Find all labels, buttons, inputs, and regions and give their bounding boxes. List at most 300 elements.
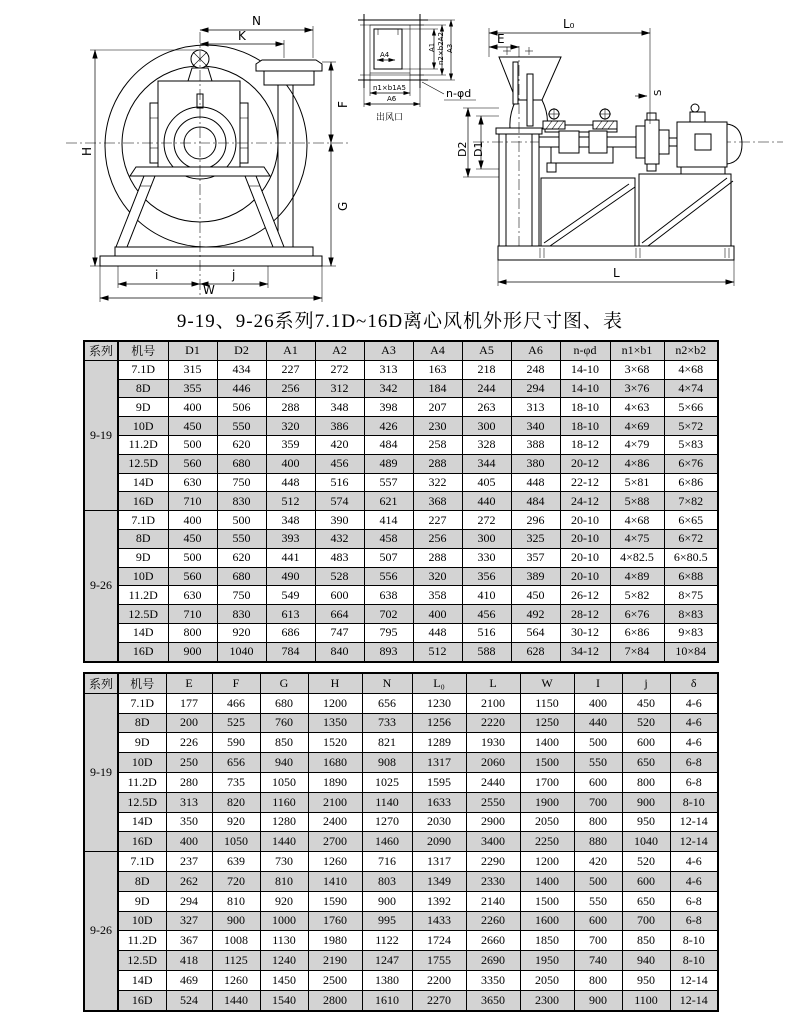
value-cell: 6-8: [670, 753, 718, 773]
value-cell: 893: [364, 642, 413, 661]
table-row: [84, 398, 718, 417]
value-cell: 22-12: [560, 473, 610, 492]
value-cell: 237: [166, 852, 212, 872]
value-cell: 450: [511, 586, 560, 605]
value-cell: 621: [364, 492, 413, 511]
value-cell: 380: [511, 454, 560, 473]
model-cell: 12.5D: [118, 951, 166, 971]
dim-label-f: F: [336, 101, 350, 108]
value-cell: 940: [260, 753, 308, 773]
value-cell: 2050: [520, 812, 574, 832]
value-cell: 1140: [362, 792, 412, 812]
value-cell: 258: [413, 435, 462, 454]
value-cell: 1008: [212, 931, 260, 951]
value-cell: 700: [574, 931, 622, 951]
model-cell: 7.1D: [118, 360, 168, 379]
value-cell: 2220: [466, 713, 520, 733]
value-cell: 1400: [520, 733, 574, 753]
value-cell: 1260: [212, 970, 260, 990]
value-cell: 489: [364, 454, 413, 473]
value-cell: 340: [511, 417, 560, 436]
value-cell: 940: [622, 951, 670, 971]
value-cell: 620: [217, 435, 266, 454]
side-view-drawing: [443, 0, 788, 298]
value-cell: 1122: [362, 931, 412, 951]
value-cell: 328: [462, 435, 511, 454]
value-cell: 750: [217, 586, 266, 605]
value-cell: 1410: [308, 871, 362, 891]
value-cell: 800: [574, 970, 622, 990]
model-cell: 11.2D: [118, 772, 166, 792]
series-label: 9-19: [84, 360, 118, 510]
value-cell: 8-10: [670, 792, 718, 812]
value-cell: 294: [511, 379, 560, 398]
value-cell: 272: [462, 511, 511, 530]
model-cell: 16D: [118, 832, 166, 852]
value-cell: 18-10: [560, 417, 610, 436]
column-header: N: [362, 673, 412, 693]
value-cell: 2300: [520, 990, 574, 1010]
value-cell: 686: [266, 623, 315, 642]
value-cell: 296: [511, 511, 560, 530]
model-cell: 7.1D: [118, 852, 166, 872]
value-cell: 450: [168, 529, 217, 548]
value-cell: 2050: [520, 970, 574, 990]
value-cell: 2690: [466, 951, 520, 971]
value-cell: 8-10: [670, 951, 718, 971]
value-cell: 344: [462, 454, 511, 473]
value-cell: 2700: [308, 832, 362, 852]
value-cell: 469: [166, 970, 212, 990]
value-cell: 588: [462, 642, 511, 661]
value-cell: 507: [364, 548, 413, 567]
model-cell: 16D: [118, 990, 166, 1010]
value-cell: 880: [574, 832, 622, 852]
value-cell: 4-6: [670, 871, 718, 891]
value-cell: 9×83: [664, 623, 718, 642]
model-cell: 10D: [118, 911, 166, 931]
value-cell: 1600: [520, 911, 574, 931]
model-cell: 9D: [118, 733, 166, 753]
value-cell: 288: [266, 398, 315, 417]
value-cell: 24-12: [560, 492, 610, 511]
value-cell: 2060: [466, 753, 520, 773]
value-cell: 1256: [412, 713, 466, 733]
model-cell: 8D: [118, 871, 166, 891]
table-row: [84, 951, 718, 971]
model-cell: 11.2D: [118, 435, 168, 454]
column-header: D2: [217, 341, 266, 360]
dim-label-nphid: n-φd: [446, 87, 472, 100]
table-row: [84, 454, 718, 473]
value-cell: 2400: [308, 812, 362, 832]
column-header: A4: [413, 341, 462, 360]
value-cell: 250: [166, 753, 212, 773]
column-header: A2: [315, 341, 364, 360]
value-cell: 1950: [520, 951, 574, 971]
value-cell: 710: [168, 492, 217, 511]
value-cell: 400: [166, 832, 212, 852]
value-cell: 2900: [466, 812, 520, 832]
value-cell: 1520: [308, 733, 362, 753]
value-cell: 432: [315, 529, 364, 548]
table-row: [84, 812, 718, 832]
value-cell: 520: [622, 713, 670, 733]
value-cell: 1040: [622, 832, 670, 852]
value-cell: 3×68: [610, 360, 664, 379]
column-header: H: [308, 673, 362, 693]
value-cell: 1400: [520, 871, 574, 891]
table-row: [84, 642, 718, 661]
table-row: [84, 990, 718, 1010]
model-cell: 8D: [118, 713, 166, 733]
value-cell: 20-10: [560, 529, 610, 548]
value-cell: 441: [266, 548, 315, 567]
dim-label-g: G: [336, 201, 350, 211]
value-cell: 368: [413, 492, 462, 511]
value-cell: 163: [413, 360, 462, 379]
column-header: 机号: [118, 341, 168, 360]
value-cell: 200: [166, 713, 212, 733]
value-cell: 500: [217, 511, 266, 530]
value-cell: 1000: [260, 911, 308, 931]
value-cell: 1317: [412, 852, 466, 872]
table-row: [84, 713, 718, 733]
value-cell: 630: [168, 473, 217, 492]
value-cell: 650: [622, 891, 670, 911]
table-row: [84, 492, 718, 511]
value-cell: 414: [364, 511, 413, 530]
value-cell: 950: [622, 970, 670, 990]
value-cell: 4×69: [610, 417, 664, 436]
value-cell: 820: [212, 792, 260, 812]
value-cell: 2500: [308, 970, 362, 990]
value-cell: 1700: [520, 772, 574, 792]
column-header: W: [520, 673, 574, 693]
value-cell: 1540: [260, 990, 308, 1010]
value-cell: 426: [364, 417, 413, 436]
value-cell: 400: [168, 398, 217, 417]
value-cell: 1250: [520, 713, 574, 733]
value-cell: 330: [462, 548, 511, 567]
value-cell: 393: [266, 529, 315, 548]
value-cell: 1460: [362, 832, 412, 852]
value-cell: 6×76: [610, 605, 664, 624]
value-cell: 850: [622, 931, 670, 951]
column-header: A6: [511, 341, 560, 360]
value-cell: 800: [622, 772, 670, 792]
value-cell: 355: [168, 379, 217, 398]
value-cell: 525: [212, 713, 260, 733]
value-cell: 1760: [308, 911, 362, 931]
value-cell: 177: [166, 693, 212, 713]
value-cell: 400: [266, 454, 315, 473]
dim-label-e: E: [497, 32, 505, 46]
column-header: E: [166, 673, 212, 693]
value-cell: 3400: [466, 832, 520, 852]
value-cell: 256: [413, 529, 462, 548]
value-cell: 8×75: [664, 586, 718, 605]
value-cell: 600: [574, 911, 622, 931]
value-cell: 730: [260, 852, 308, 872]
value-cell: 2140: [466, 891, 520, 911]
value-cell: 516: [462, 623, 511, 642]
value-cell: 1755: [412, 951, 466, 971]
value-cell: 600: [622, 871, 670, 891]
value-cell: 800: [168, 623, 217, 642]
value-cell: 520: [622, 852, 670, 872]
value-cell: 2550: [466, 792, 520, 812]
series-label: 9-26: [84, 511, 118, 662]
value-cell: 900: [574, 990, 622, 1010]
value-cell: 2200: [412, 970, 466, 990]
value-cell: 1890: [308, 772, 362, 792]
value-cell: 830: [217, 605, 266, 624]
value-cell: 1150: [520, 693, 574, 713]
value-cell: 30-12: [560, 623, 610, 642]
value-cell: 500: [574, 733, 622, 753]
value-cell: 405: [462, 473, 511, 492]
value-cell: 3350: [466, 970, 520, 990]
model-cell: 12.5D: [118, 792, 166, 812]
column-header: 机号: [118, 673, 166, 693]
value-cell: 313: [364, 360, 413, 379]
value-cell: 448: [511, 473, 560, 492]
value-cell: 207: [413, 398, 462, 417]
value-cell: 2440: [466, 772, 520, 792]
value-cell: 218: [462, 360, 511, 379]
value-cell: 400: [574, 693, 622, 713]
value-cell: 484: [364, 435, 413, 454]
value-cell: 359: [266, 435, 315, 454]
column-header: L₀: [412, 673, 466, 693]
value-cell: 920: [260, 891, 308, 911]
model-cell: 7.1D: [118, 511, 168, 530]
value-cell: 506: [217, 398, 266, 417]
value-cell: 10×84: [664, 642, 718, 661]
table-row: [84, 567, 718, 586]
value-cell: 550: [574, 891, 622, 911]
table-row: [84, 871, 718, 891]
value-cell: 760: [260, 713, 308, 733]
value-cell: 1900: [520, 792, 574, 812]
value-cell: 262: [166, 871, 212, 891]
value-cell: 735: [212, 772, 260, 792]
value-cell: 300: [462, 529, 511, 548]
value-cell: 500: [168, 435, 217, 454]
value-cell: 1440: [212, 990, 260, 1010]
value-cell: 450: [168, 417, 217, 436]
table-row: [84, 753, 718, 773]
value-cell: 1595: [412, 772, 466, 792]
value-cell: 4×74: [664, 379, 718, 398]
table-row: [84, 379, 718, 398]
value-cell: 1240: [260, 951, 308, 971]
value-cell: 5×81: [610, 473, 664, 492]
value-cell: 18-12: [560, 435, 610, 454]
model-cell: 10D: [118, 753, 166, 773]
value-cell: 313: [166, 792, 212, 812]
value-cell: 1930: [466, 733, 520, 753]
value-cell: 5×83: [664, 435, 718, 454]
series-label: 9-26: [84, 852, 118, 1011]
value-cell: 528: [315, 567, 364, 586]
value-cell: 720: [212, 871, 260, 891]
table-row: [84, 623, 718, 642]
value-cell: 1270: [362, 812, 412, 832]
column-header: A3: [364, 341, 413, 360]
column-header: n-φd: [560, 341, 610, 360]
value-cell: 716: [362, 852, 412, 872]
value-cell: 1450: [260, 970, 308, 990]
value-cell: 272: [315, 360, 364, 379]
value-cell: 803: [362, 871, 412, 891]
value-cell: 850: [260, 733, 308, 753]
value-cell: 5×82: [610, 586, 664, 605]
value-cell: 12-14: [670, 970, 718, 990]
value-cell: 1247: [362, 951, 412, 971]
value-cell: 2260: [466, 911, 520, 931]
value-cell: 550: [574, 753, 622, 773]
value-cell: 656: [212, 753, 260, 773]
value-cell: 4×75: [610, 529, 664, 548]
value-cell: 7×84: [610, 642, 664, 661]
table-row: [84, 891, 718, 911]
value-cell: 560: [168, 567, 217, 586]
value-cell: 2290: [466, 852, 520, 872]
value-cell: 733: [362, 713, 412, 733]
value-cell: 564: [511, 623, 560, 642]
value-cell: 650: [622, 753, 670, 773]
value-cell: 458: [364, 529, 413, 548]
model-cell: 7.1D: [118, 693, 166, 713]
value-cell: 313: [511, 398, 560, 417]
table-row: [84, 511, 718, 530]
column-header: A1: [266, 341, 315, 360]
table-row: [84, 417, 718, 436]
value-cell: 2660: [466, 931, 520, 951]
value-cell: 800: [574, 812, 622, 832]
value-cell: 821: [362, 733, 412, 753]
value-cell: 900: [168, 642, 217, 661]
value-cell: 2100: [308, 792, 362, 812]
value-cell: 389: [511, 567, 560, 586]
dim-label-a1: A1: [428, 42, 436, 52]
value-cell: 516: [315, 473, 364, 492]
value-cell: 466: [212, 693, 260, 713]
value-cell: 420: [315, 435, 364, 454]
series-label: 9-19: [84, 693, 118, 851]
table-row: [84, 693, 718, 713]
value-cell: 680: [260, 693, 308, 713]
model-cell: 10D: [118, 567, 168, 586]
value-cell: 6×86: [664, 473, 718, 492]
value-cell: 227: [413, 511, 462, 530]
value-cell: 18-10: [560, 398, 610, 417]
value-cell: 1433: [412, 911, 466, 931]
value-cell: 448: [266, 473, 315, 492]
model-cell: 16D: [118, 642, 168, 661]
value-cell: 613: [266, 605, 315, 624]
value-cell: 8×83: [664, 605, 718, 624]
dim-label-a2: n2×b2A2: [437, 32, 445, 65]
value-cell: 348: [315, 398, 364, 417]
value-cell: 28-12: [560, 605, 610, 624]
table-row: [84, 852, 718, 872]
value-cell: 440: [574, 713, 622, 733]
model-cell: 9D: [118, 398, 168, 417]
value-cell: 1050: [260, 772, 308, 792]
value-cell: 300: [462, 417, 511, 436]
value-cell: 456: [315, 454, 364, 473]
value-cell: 2090: [412, 832, 466, 852]
value-cell: 1230: [412, 693, 466, 713]
value-cell: 410: [462, 586, 511, 605]
value-cell: 2100: [466, 693, 520, 713]
value-cell: 556: [364, 567, 413, 586]
value-cell: 448: [413, 623, 462, 642]
value-cell: 1260: [308, 852, 362, 872]
value-cell: 1349: [412, 871, 466, 891]
value-cell: 3×76: [610, 379, 664, 398]
table-row: [84, 911, 718, 931]
value-cell: 710: [168, 605, 217, 624]
column-header: δ: [670, 673, 718, 693]
value-cell: 1125: [212, 951, 260, 971]
value-cell: 184: [413, 379, 462, 398]
value-cell: 418: [166, 951, 212, 971]
value-cell: 388: [511, 435, 560, 454]
value-cell: 2030: [412, 812, 466, 832]
column-header: L: [466, 673, 520, 693]
value-cell: 322: [413, 473, 462, 492]
dim-label-w: W: [203, 283, 215, 297]
table-row: [84, 473, 718, 492]
value-cell: 492: [511, 605, 560, 624]
value-cell: 1392: [412, 891, 466, 911]
value-cell: 550: [217, 417, 266, 436]
model-cell: 14D: [118, 970, 166, 990]
dimension-table-1: [83, 340, 719, 663]
value-cell: 348: [266, 511, 315, 530]
table-row: [84, 586, 718, 605]
value-cell: 700: [574, 792, 622, 812]
value-cell: 20-10: [560, 548, 610, 567]
model-cell: 12.5D: [118, 454, 168, 473]
page-title: 9-19、9-26系列7.1D~16D离心风机外形尺寸图、表: [176, 311, 624, 332]
value-cell: 6-8: [670, 772, 718, 792]
header-row: [84, 341, 718, 360]
value-cell: 483: [315, 548, 364, 567]
column-header: 系列: [84, 673, 118, 693]
dim-label-h: H: [80, 146, 94, 156]
value-cell: 6×88: [664, 567, 718, 586]
dim-label-k: K: [238, 29, 246, 43]
value-cell: 1680: [308, 753, 362, 773]
value-cell: 20-10: [560, 511, 610, 530]
value-cell: 628: [511, 642, 560, 661]
table-row: [84, 435, 718, 454]
value-cell: 367: [166, 931, 212, 951]
table-row: [84, 360, 718, 379]
table-row: [84, 733, 718, 753]
table-row: [84, 931, 718, 951]
value-cell: 227: [266, 360, 315, 379]
value-cell: 5×88: [610, 492, 664, 511]
value-cell: 2250: [520, 832, 574, 852]
value-cell: 1500: [520, 753, 574, 773]
value-cell: 560: [168, 454, 217, 473]
